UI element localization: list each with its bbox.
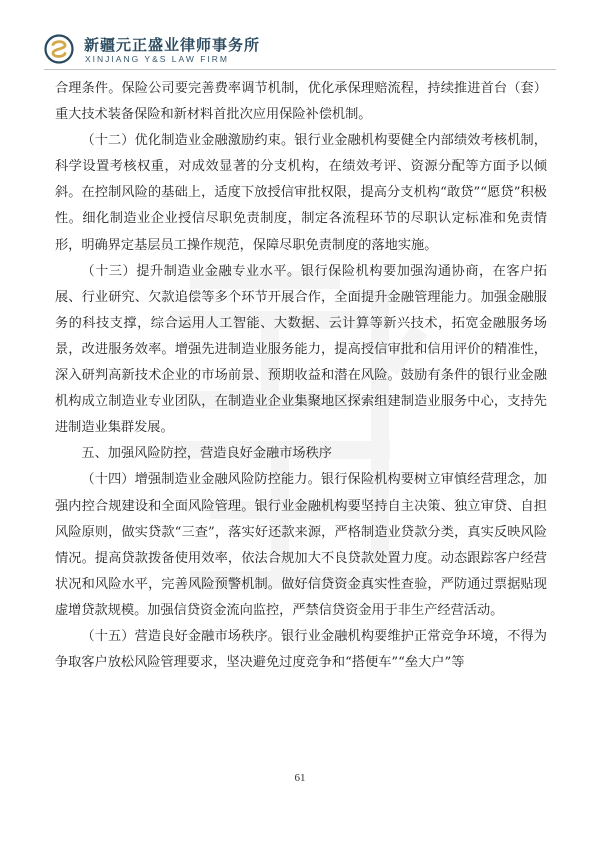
paragraph-continuation: 合理条件。保险公司要完善费率调节机制，优化承保理赔流程，持续推进首台（套）重大技术装备保险和新材料首批次应用保险补偿机制。 [55,81,547,123]
firm-name-en: XINJIANG Y&S LAW FIRM [85,54,230,64]
paragraph-14: （十四）增强制造业金融风险防控能力。银行保险机构要树立审慎经营理念，加强内控合规建设和全面风险管理。银行业金融机构要坚持自主决策、独立审贷、自担风险原则，做实贷款“三查”，落实好还款来源，严格制造业贷款分类，真实反映风险情况。提高贷款拨备使用效率，依法合规加大不良贷款处置力度。动态跟踪客户经营状况和风险水平，完善风险预警机制。做好信贷资金真实性查验，严防通过票据贴现虚增贷款规模。加强信贷资金流向监控，严禁信贷资金用于非生产经营活动。 [55,472,547,618]
page-header [44,32,556,68]
firm-logo-icon [44,34,74,64]
paragraph-12: （十二）优化制造业金融激励约束。银行业金融机构要健全内部绩效考核机制，科学设置考核权重，对成效显著的分支机构，在绩效考评、资源分配等方面予以倾斜。在控制风险的基础上，适度下放授信审批权限，提高分支机构“敢贷”“愿贷”积极性。细化制造业企业授信尽职免责制度，制定各流程环节的尽职认定标准和免责情形，明确界定基层员工操作规范，保障尽职免责制度的落地实施。 [55,133,547,253]
page-number: 61 [294,772,306,784]
section-heading-5: 五、加强风险防控，营造良好金融市场秩序 [81,446,332,462]
firm-name-cn: 新疆元正盛业律师事务所 [84,36,261,54]
paragraph-15: （十五）营造良好金融市场秩序。银行业金融机构要维护正常竞争环境，不得为争取客户放松风险管理要求，坚决避免过度竞争和“搭便车”“垒大户”等 [55,628,547,671]
header-divider [44,69,556,70]
paragraph-13: （十三）提升制造业金融专业水平。银行保险机构要加强沟通协商，在客户拓展、行业研究、欠款追偿等多个环节开展合作，全面提升金融管理能力。加强金融服务的科技支撑，综合运用人工智能、大数据、云计算等新兴技术，拓宽金融服务场景，改进服务效率。增强先进制造业服务能力，提高授信审批和信用评价的精准性，深入研判高新技术企业的市场前景、预期收益和潜在风险。鼓励有条件的银行业金融机构成立制造业专业团队，在制造业企业集聚地区探索组建制造业服务中心，支持先进制造业集群发展。 [55,263,547,436]
document-body [55,76,547,676]
